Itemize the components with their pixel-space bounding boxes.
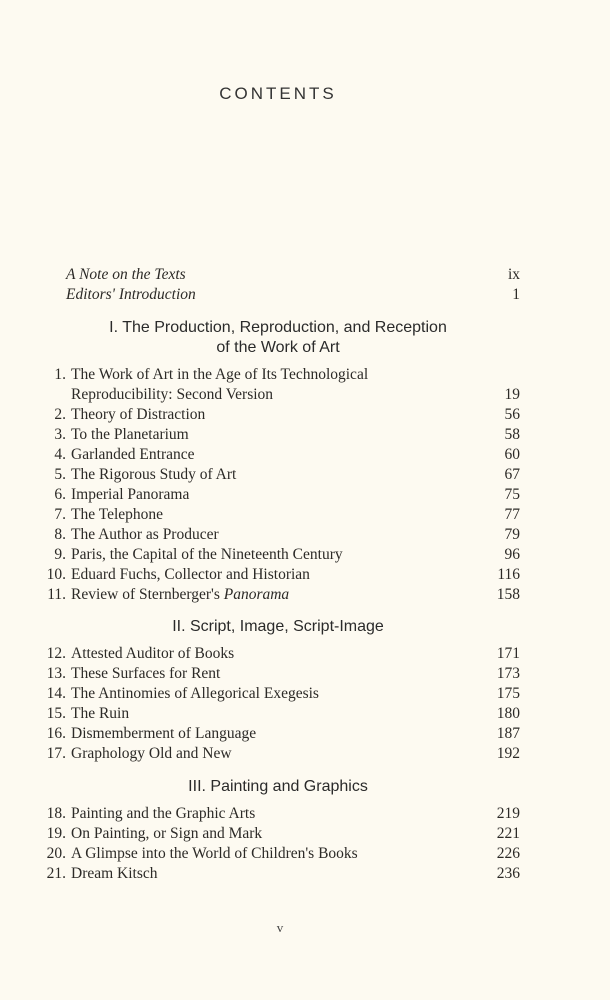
entry-page: 1 xyxy=(512,286,520,303)
part-heading-line: of the Work of Art xyxy=(216,339,340,356)
toc-entry[interactable] xyxy=(44,644,520,664)
part-heading xyxy=(0,617,556,637)
entry-number: 6. xyxy=(54,486,66,503)
entry-number: 10. xyxy=(46,566,66,583)
entry-label: Dream Kitsch xyxy=(71,865,158,882)
entry-page: 60 xyxy=(504,446,520,463)
toc-entry[interactable] xyxy=(44,425,520,445)
toc-entry[interactable] xyxy=(44,804,520,824)
entry-label: Graphology Old and New xyxy=(71,745,232,762)
entry-page: 116 xyxy=(497,566,520,583)
entry-label: A Glimpse into the World of Children's Books xyxy=(71,845,358,862)
toc-entry[interactable] xyxy=(44,445,520,465)
entry-label: On Painting, or Sign and Mark xyxy=(71,825,263,842)
toc-entry-front-matter[interactable] xyxy=(66,286,520,306)
part-heading xyxy=(0,777,556,797)
toc-entry[interactable] xyxy=(44,844,520,864)
toc-entry-front-matter[interactable] xyxy=(66,266,520,286)
entry-label: Dismemberment of Language xyxy=(71,725,257,742)
entry-number: 7. xyxy=(54,506,66,523)
entry-number: 18. xyxy=(46,805,66,822)
page-number: v xyxy=(276,920,284,935)
entry-label: Garlanded Entrance xyxy=(71,446,195,463)
toc-entry[interactable] xyxy=(44,545,520,565)
entry-page: 221 xyxy=(496,825,520,842)
toc-entry[interactable] xyxy=(44,864,520,884)
entry-label: The Ruin xyxy=(71,705,130,722)
entry-page: 58 xyxy=(504,426,520,443)
toc-entry[interactable] xyxy=(44,365,520,385)
entry-page: 226 xyxy=(496,845,520,862)
entry-number: 8. xyxy=(54,526,66,543)
entry-number: 5. xyxy=(54,466,66,483)
entry-page: ix xyxy=(507,266,520,283)
entry-page: 192 xyxy=(496,745,520,762)
toc-entry[interactable] xyxy=(44,565,520,585)
entry-label: The Antinomies of Allegorical Exegesis xyxy=(71,685,319,702)
toc-entry[interactable] xyxy=(44,704,520,724)
entry-page: 219 xyxy=(496,805,520,822)
entry-label: Reproducibility: Second Version xyxy=(71,386,274,403)
toc-entry[interactable] xyxy=(44,664,520,684)
entry-number: 11. xyxy=(47,586,66,603)
toc-entry-continuation[interactable] xyxy=(71,385,520,405)
entry-page: 187 xyxy=(496,725,520,742)
entry-label: To the Planetarium xyxy=(71,426,189,443)
entry-page: 171 xyxy=(496,645,520,662)
entry-number: 20. xyxy=(46,845,66,862)
entry-number: 9. xyxy=(54,546,66,563)
toc-entry[interactable] xyxy=(44,824,520,844)
entry-page: 173 xyxy=(496,665,520,682)
entry-label xyxy=(71,585,497,605)
entry-page: 180 xyxy=(496,705,520,722)
entry-number: 1. xyxy=(54,366,66,383)
entry-label: Theory of Distraction xyxy=(71,406,206,423)
entry-number: 17. xyxy=(46,745,66,762)
entry-page: 236 xyxy=(496,865,520,882)
entry-number: 13. xyxy=(46,665,66,682)
entry-page: 158 xyxy=(496,586,520,603)
entry-label: The Author as Producer xyxy=(71,526,219,543)
entry-page: 56 xyxy=(504,406,520,423)
entry-label: A Note on the Texts xyxy=(66,266,186,283)
entry-page: 77 xyxy=(504,506,520,523)
entry-label: These Surfaces for Rent xyxy=(71,665,221,682)
entry-page: 75 xyxy=(504,486,520,503)
toc-entry[interactable] xyxy=(44,525,520,545)
entry-label: The Rigorous Study of Art xyxy=(71,466,237,483)
toc-entry[interactable] xyxy=(44,405,520,425)
entry-page: 96 xyxy=(504,546,520,563)
entry-number: 16. xyxy=(46,725,66,742)
entry-label: Painting and the Graphic Arts xyxy=(71,805,256,822)
entry-label: The Work of Art in the Age of Its Technological xyxy=(71,366,369,383)
entry-label: Attested Auditor of Books xyxy=(71,645,235,662)
toc-entry[interactable] xyxy=(44,684,520,704)
entry-number: 15. xyxy=(46,705,66,722)
toc-entry[interactable] xyxy=(44,724,520,744)
entry-page: 79 xyxy=(504,526,520,543)
entry-label: The Telephone xyxy=(71,506,164,523)
page-title: CONTENTS xyxy=(219,84,337,103)
entry-page: 175 xyxy=(496,685,520,702)
entry-number: 19. xyxy=(46,825,66,842)
entry-page: 19 xyxy=(504,386,520,403)
entry-number: 21. xyxy=(46,865,66,882)
toc-entry[interactable] xyxy=(44,485,520,505)
entry-label: Imperial Panorama xyxy=(71,486,190,503)
entry-label-text: Review of Sternberger's xyxy=(71,586,224,603)
entry-label: Editors' Introduction xyxy=(66,286,196,303)
entry-label: Eduard Fuchs, Collector and Historian xyxy=(71,566,310,583)
entry-label-italic: Panorama xyxy=(223,586,290,603)
part-heading-line: III. Painting and Graphics xyxy=(188,778,368,795)
part-heading xyxy=(0,318,556,358)
entry-number: 2. xyxy=(54,406,66,423)
entry-number: 4. xyxy=(54,446,66,463)
toc-entry[interactable] xyxy=(44,465,520,485)
entry-page: 67 xyxy=(504,466,520,483)
toc-entry[interactable] xyxy=(44,505,520,525)
toc-entry[interactable] xyxy=(44,585,520,605)
entry-number: 14. xyxy=(46,685,66,702)
entry-number: 3. xyxy=(54,426,66,443)
part-heading-line: II. Script, Image, Script-Image xyxy=(172,618,384,635)
entry-label: Paris, the Capital of the Nineteenth Century xyxy=(71,546,343,563)
entry-number: 12. xyxy=(46,645,66,662)
part-heading-line: I. The Production, Reproduction, and Reception xyxy=(109,319,447,336)
toc-entry[interactable] xyxy=(44,744,520,764)
